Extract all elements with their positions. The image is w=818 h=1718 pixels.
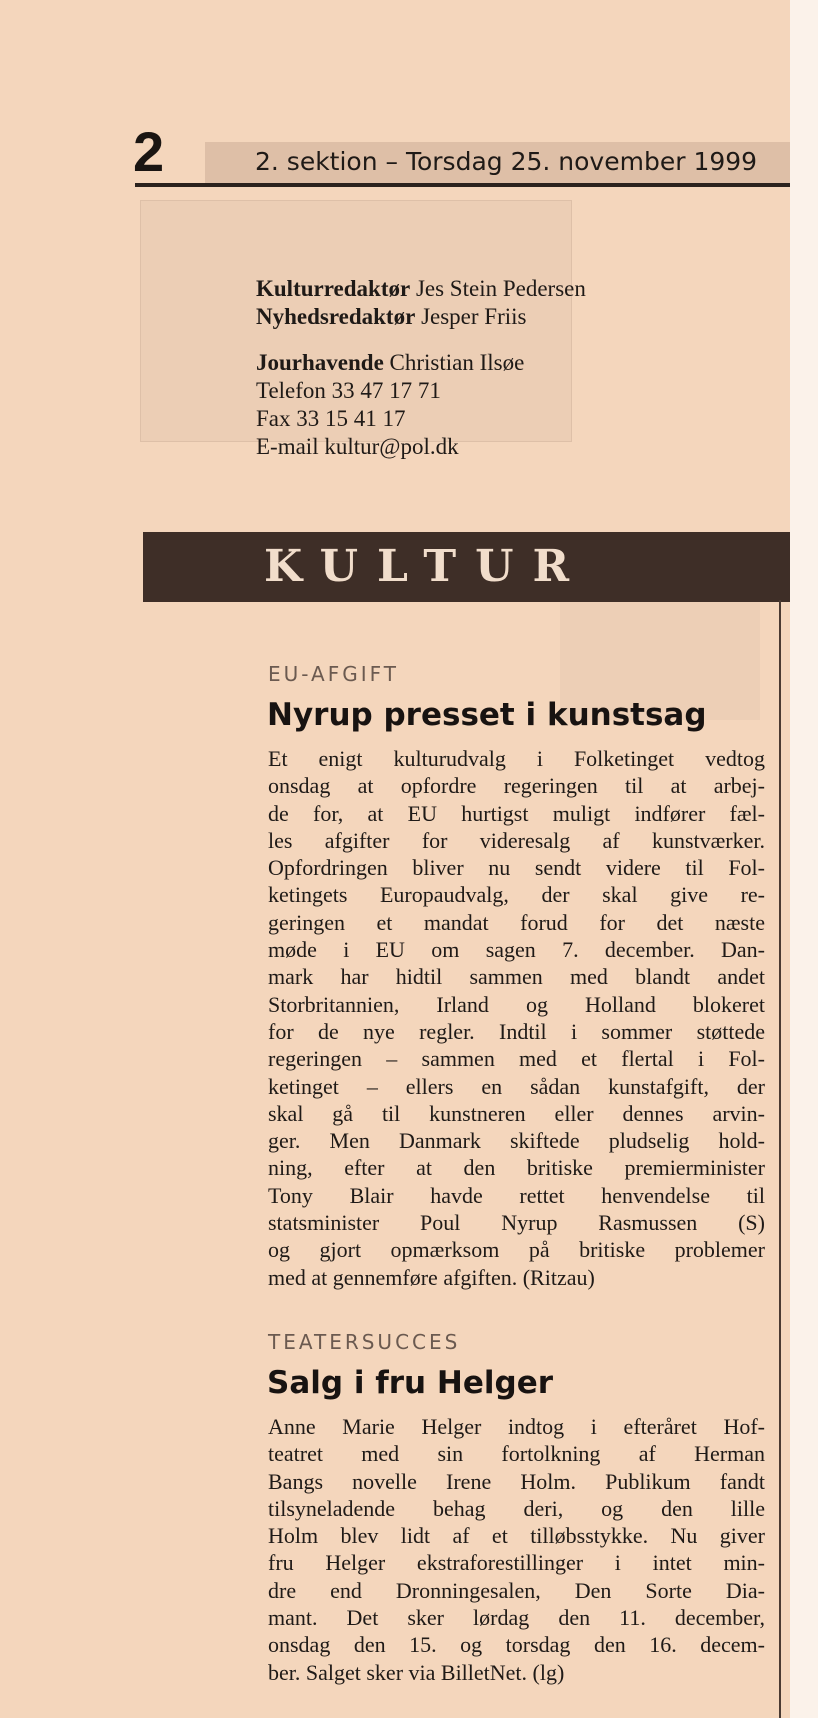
body-line: skal gå til kunstneren eller dennes arvin- (268, 1100, 765, 1126)
article-body (268, 1413, 765, 1686)
article-kicker: TEATERSUCCES (268, 1330, 461, 1354)
body-line: les afgifter for videresalg af kunstværker. (268, 827, 765, 853)
body-line: Holm blev lidt af et tilløbsstykke. Nu giver (268, 1523, 765, 1549)
body-line: ketingets Europaudvalg, der skal give re- (268, 882, 765, 908)
body-line: ber. Salget sker via BilletNet. (lg) (268, 1659, 565, 1685)
body-line: Bangs novelle Irene Holm. Publikum fandt (268, 1468, 765, 1494)
body-line: Et enigt kulturudvalg i Folketinget vedtog (268, 746, 765, 771)
banner-title: KULTUR (264, 541, 589, 592)
staff-name: Jesper Friis (415, 304, 527, 329)
body-line: tilsyneladende behag deri, og den lille (268, 1495, 765, 1521)
body-line: onsdag den 15. og torsdag den 16. decem- (268, 1632, 765, 1658)
body-line: ger. Men Danmark skiftede pludselig hold- (268, 1128, 765, 1154)
staff-box (256, 275, 586, 461)
body-line: de for, at EU hurtigst muligt indfører fæl- (268, 800, 765, 826)
body-line: ning, efter at den britiske premierminister (268, 1155, 765, 1181)
body-line: Tony Blair havde rettet henvendelse til (268, 1182, 765, 1208)
staff-culture-editor (256, 275, 586, 303)
body-line: dre end Dronningesalen, Den Sorte Dia- (268, 1577, 765, 1603)
article-headline: Salg i fru Helger (267, 1365, 554, 1401)
body-line: mark har hidtil sammen med blandt andet (268, 964, 765, 990)
body-line: statsminister Poul Nyrup Rasmussen (S) (268, 1210, 765, 1236)
staff-news-editor (256, 303, 586, 331)
section-dateline: 2. sektion – Torsdag 25. november 1999 (255, 147, 758, 176)
article-kicker: EU-AFGIFT (268, 662, 400, 686)
article-body (268, 745, 765, 1291)
body-line: regeringen – sammen med et flertal i Fol- (268, 1046, 765, 1072)
staff-spacer (256, 331, 586, 349)
staff-name: Jes Stein Pedersen (410, 276, 586, 301)
body-line: mant. Det sker lørdag den 11. december, (268, 1605, 765, 1631)
page-margin (790, 0, 818, 1718)
body-line: med at gennemføre afgiften. (Ritzau) (268, 1264, 595, 1290)
staff-phone: Telefon 33 47 17 71 (256, 378, 441, 403)
body-line: fru Helger ekstraforestillinger i intet min- (268, 1550, 765, 1576)
body-line: Anne Marie Helger indtog i efteråret Hof- (268, 1414, 765, 1439)
staff-duty-editor (256, 349, 586, 377)
body-line: Storbritannien, Irland og Holland blokeret (268, 991, 765, 1017)
body-line: teatret med sin fortolkning af Herman (268, 1441, 765, 1467)
staff-role: Jourhavende (256, 350, 384, 375)
staff-role: Nyhedsredaktør (256, 304, 416, 329)
column-rule (779, 600, 781, 1718)
body-line: Opfordringen bliver nu sendt videre til Fol- (268, 855, 765, 881)
body-line: geringen et mandat forud for det næste (268, 909, 765, 935)
article-headline: Nyrup presset i kunstsag (267, 697, 707, 733)
body-line: onsdag at opfordre regeringen til at arbej- (268, 773, 765, 799)
body-line: for de nye regler. Indtil i sommer støttede (268, 1018, 765, 1044)
header-rule (135, 183, 790, 187)
staff-email: E-mail kultur@pol.dk (256, 434, 459, 459)
staff-role: Kulturredaktør (256, 276, 411, 301)
body-line: og gjort opmærksom på britiske problemer (268, 1237, 765, 1263)
body-line: ketinget – ellers en sådan kunstafgift, der (268, 1073, 765, 1099)
section-number: 2 (133, 120, 165, 183)
staff-fax: Fax 33 15 41 17 (256, 406, 406, 431)
body-line: møde i EU om sagen 7. december. Dan- (268, 937, 765, 963)
staff-name: Christian Ilsøe (383, 350, 525, 375)
